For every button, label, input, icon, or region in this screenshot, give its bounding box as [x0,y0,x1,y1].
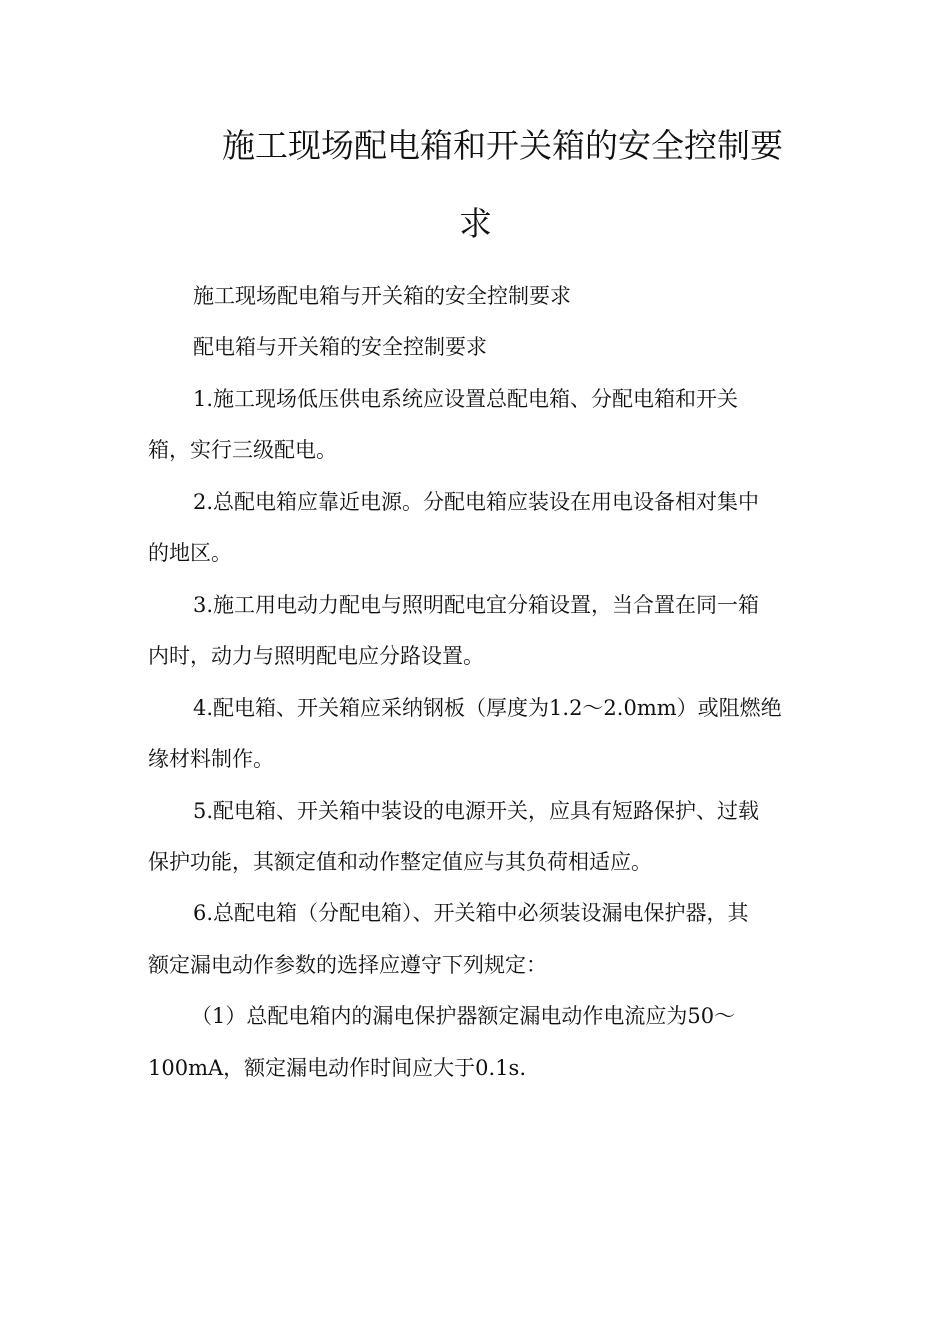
paragraph-line: 100mA，额定漏电动作时间应大于0.1s. [148,1056,527,1080]
paragraph-line: 额定漏电动作参数的选择应遵守下列规定： [148,953,547,977]
paragraph-line: 保护功能，其额定值和动作整定值应与其负荷相适应。 [148,850,652,874]
paragraph-line: 缘材料制作。 [148,747,274,771]
paragraph-line: 1.施工现场低压供电系统应设置总配电箱、分配电箱和开关 [193,387,739,411]
paragraph-line: 6.总配电箱（分配电箱）、开关箱中必须装设漏电保护器，其 [193,901,749,925]
paragraph-line: 3.施工用电动力配电与照明配电宜分箱设置，当合置在同一箱 [193,593,760,617]
document-title: 施工现场配电箱和开关箱的安全控制要 [222,126,783,165]
paragraph-line: 2.总配电箱应靠近电源。分配电箱应装设在用电设备相对集中 [193,490,760,514]
document-title-continuation: 求 [459,204,492,243]
paragraph-line: 箱，实行三级配电。 [148,438,337,462]
paragraph-line: （1）总配电箱内的漏电保护器额定漏电动作电流应为50～ [191,1004,736,1028]
paragraph-line: 5.配电箱、开关箱中装设的电源开关，应具有短路保护、过载 [193,799,760,823]
paragraph-line: 的地区。 [148,541,232,565]
paragraph-line: 内时，动力与照明配电应分路设置。 [148,644,484,668]
section-heading: 配电箱与开关箱的安全控制要求 [193,335,487,359]
paragraph-line: 4.配电箱、开关箱应采纳钢板（厚度为1.2～2.0mm）或阻燃绝 [193,696,782,720]
subtitle-line: 施工现场配电箱与开关箱的安全控制要求 [193,284,571,308]
